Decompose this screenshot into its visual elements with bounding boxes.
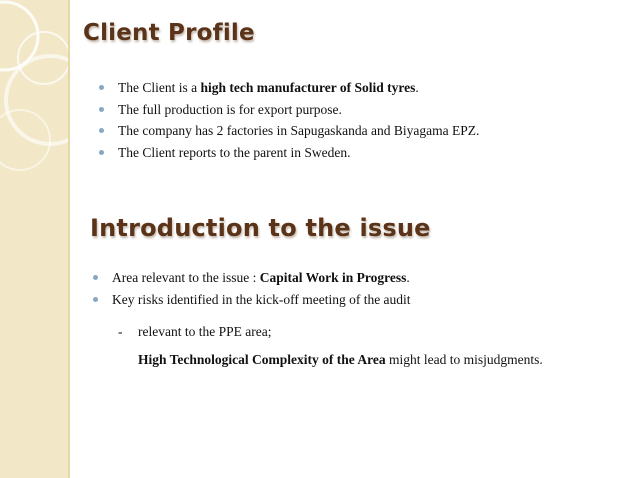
list-item bbox=[96, 120, 479, 142]
bullet-bold-text: high tech manufacturer of Solid tyres bbox=[200, 80, 416, 95]
list-item bbox=[96, 77, 479, 99]
bullet-text: The Client reports to the parent in Sweden. bbox=[118, 144, 351, 160]
bullet-bold-text: Capital Work in Progress bbox=[259, 270, 407, 285]
bullet-text-end: . bbox=[415, 80, 419, 95]
client-profile-title: Client Profile bbox=[83, 20, 255, 46]
sub-detail-text: might lead to misjudgments. bbox=[385, 352, 543, 367]
bullet-text: Area relevant to the issue : bbox=[112, 270, 260, 285]
bullet-text-end: . bbox=[406, 270, 410, 285]
list-item bbox=[90, 289, 411, 311]
client-profile-list bbox=[96, 77, 479, 163]
list-item bbox=[96, 99, 479, 121]
decorative-sidebar bbox=[0, 0, 68, 478]
introduction-list bbox=[90, 267, 411, 310]
decorative-circles bbox=[0, 0, 68, 478]
sub-item-dash: - bbox=[118, 324, 123, 339]
sub-detail-bold: High Technological Complexity of the Area bbox=[138, 352, 386, 367]
sub-item bbox=[118, 323, 271, 341]
bullet-text: The full production is for export purpose. bbox=[118, 101, 342, 117]
bullet-text: Key risks identified in the kick-off meeting of the audit bbox=[112, 291, 411, 307]
sub-detail bbox=[138, 351, 543, 369]
introduction-title: Introduction to the issue bbox=[90, 214, 431, 242]
bullet-text: The Client is a bbox=[118, 80, 201, 95]
list-item bbox=[90, 267, 411, 289]
list-item bbox=[96, 142, 479, 164]
bullet-text: The company has 2 factories in Sapugaskanda and Biyagama EPZ. bbox=[118, 123, 480, 138]
sidebar-divider bbox=[68, 0, 70, 478]
sub-item-text: relevant to the PPE area; bbox=[138, 324, 272, 339]
